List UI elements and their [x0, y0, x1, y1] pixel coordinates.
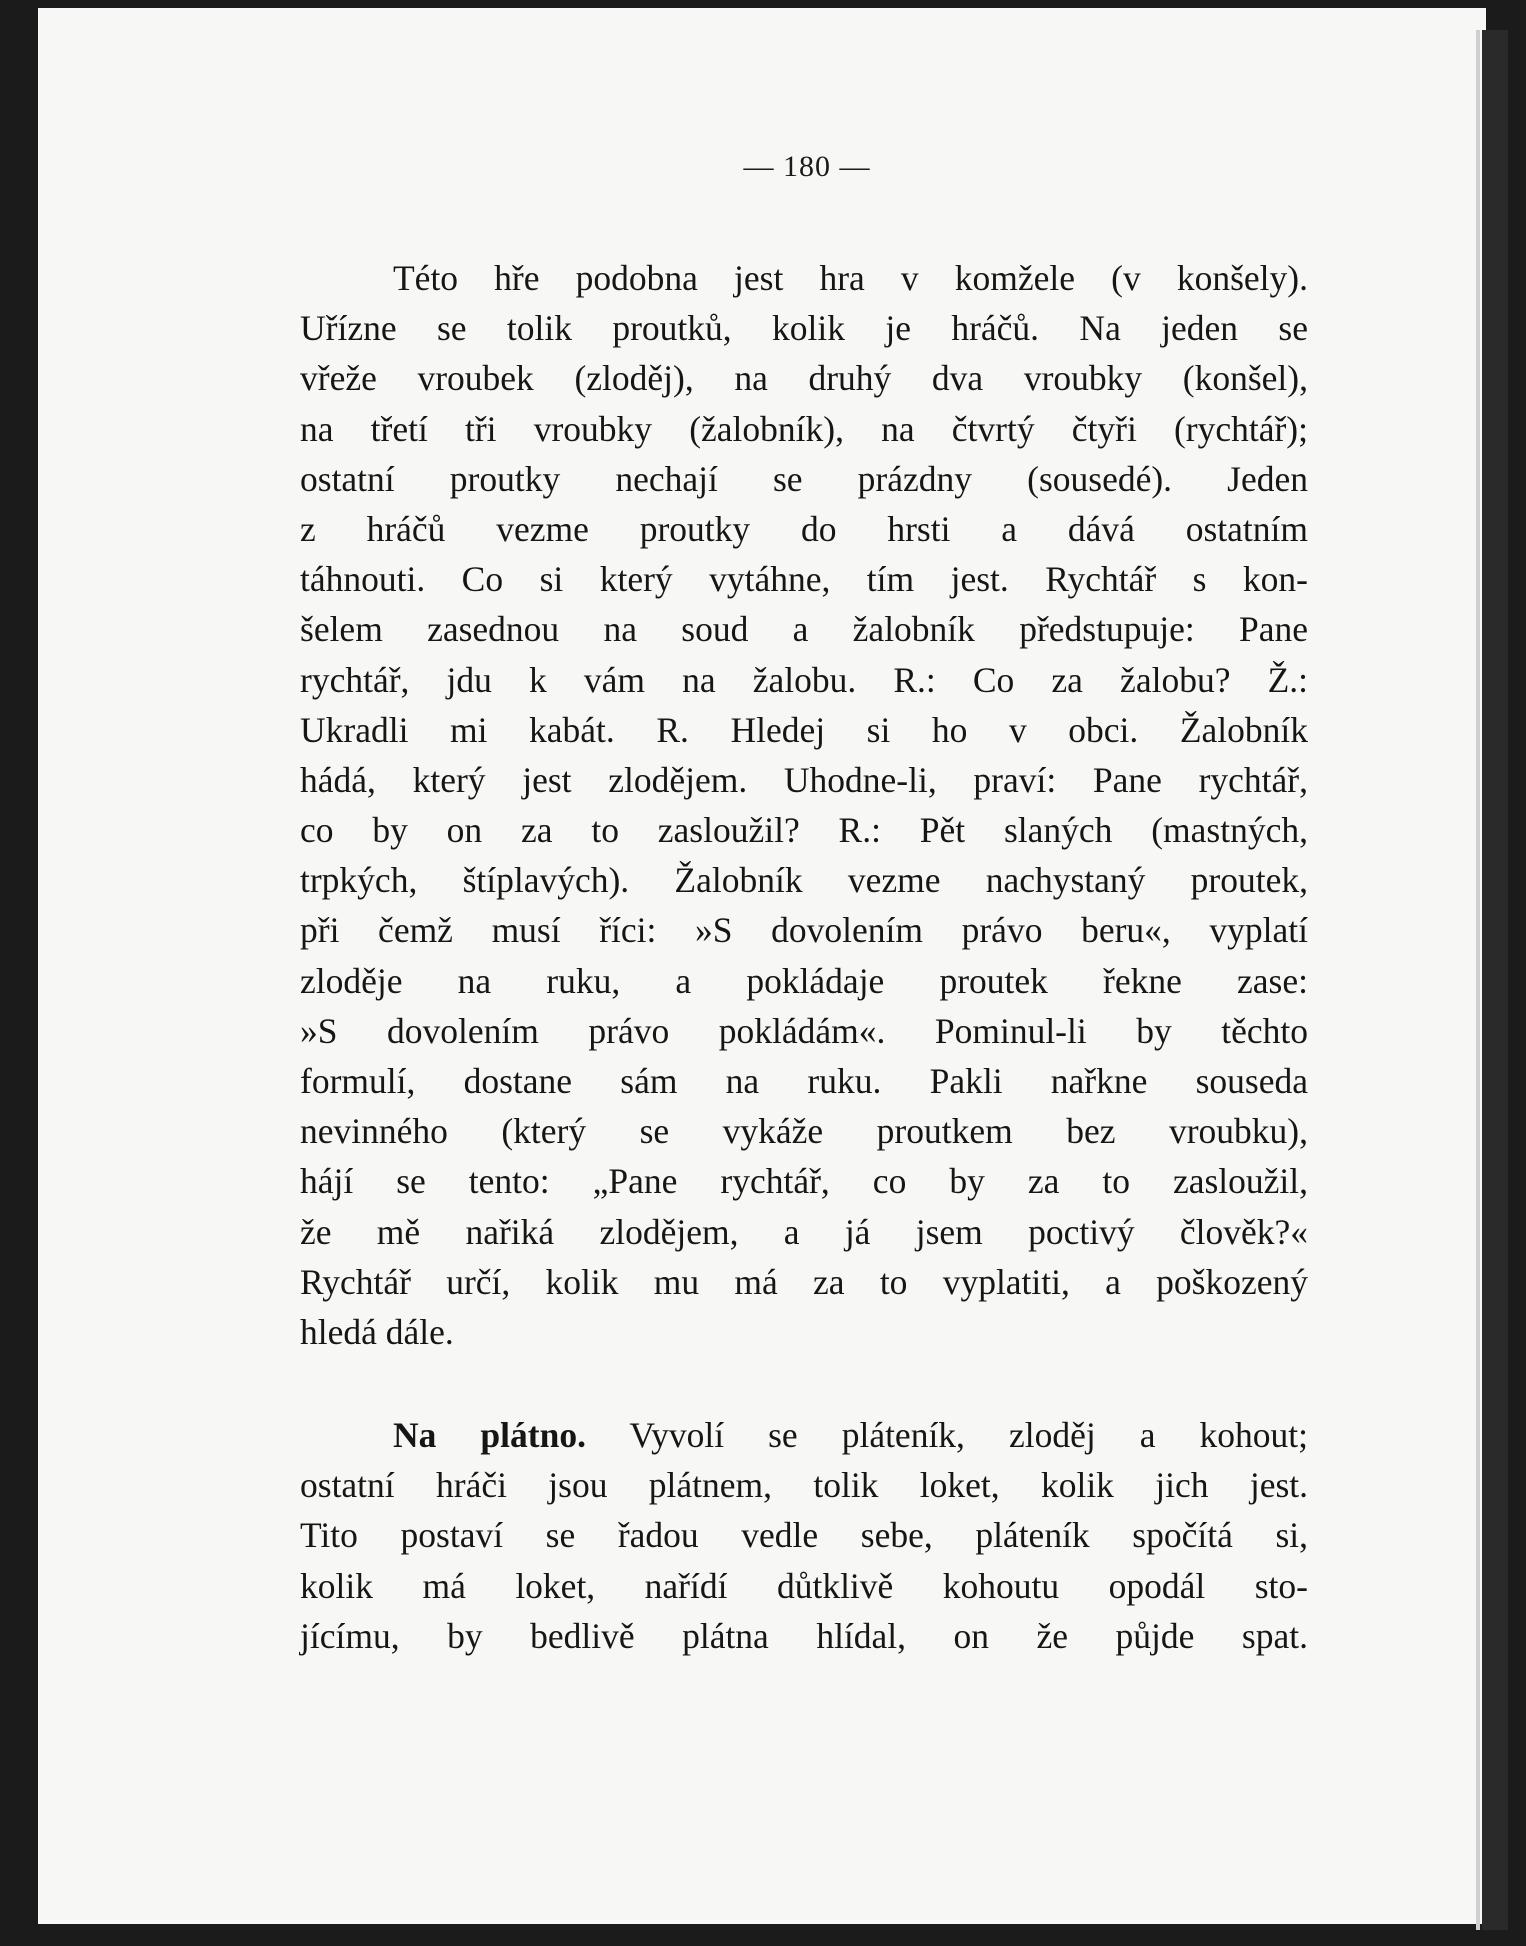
text-line: hájí se tento: „Pane rychtář, co by za to zasloužil, [300, 1161, 1308, 1202]
text-line: Tito postaví se řadou vedle sebe, pláteník spočítá si, [300, 1515, 1308, 1556]
text-line: hádá, který jest zlodějem. Uhodne-li, praví: Pane rychtář, [300, 759, 1308, 800]
text-line: ostatní hráči jsou plátnem, tolik loket, kolik jich jest. [300, 1465, 1308, 1506]
text-line: při čemž musí říci: »S dovolením právo beru«, vyplatí [300, 910, 1308, 951]
paragraph-na-platno [300, 1410, 1308, 1661]
text-line: šelem zasednou na soud a žalobník předstupuje: Pane [300, 609, 1308, 650]
text-line: rychtář, jdu k vám na žalobu. R.: Co za žalobu? Ž.: [300, 659, 1308, 700]
text-line: nevinného (který se vykáže proutkem bez vroubku), [300, 1111, 1308, 1152]
text-line: vřeže vroubek (zloděj), na druhý dva vroubky (konšel), [300, 358, 1308, 399]
scan-border [1482, 30, 1508, 1930]
text-line-first [300, 1410, 1308, 1460]
text-line: Uřízne se tolik proutků, kolik je hráčů. Na jeden se [300, 308, 1308, 349]
text-line: na třetí tři vroubky (žalobník), na čtvrtý čtyři (rychtář); [300, 408, 1308, 449]
text-line: jícímu, by bedlivě plátna hlídal, on že půjde spat. [300, 1615, 1308, 1656]
text-line: Rychtář určí, kolik mu má za to vyplatiti, a poškozený [300, 1261, 1308, 1302]
text-line: formulí, dostane sám na ruku. Pakli nařkne souseda [300, 1061, 1308, 1101]
text-line: Ukradli mi kabát. R. Hledej si ho v obci. Žalobník [300, 709, 1308, 750]
text-line: Této hře podobna jest hra v komžele (v konšely). [393, 258, 1308, 298]
text-line: hledá dále. [300, 1311, 454, 1352]
text-run: Vyvolí se pláteník, zloděj a kohout; [585, 1415, 1309, 1455]
text-line: trpkých, štíplavých). Žalobník vezme nachystaný proutek, [300, 860, 1308, 901]
paragraph-komzele [300, 253, 1308, 1357]
text-line: z hráčů vezme proutky do hrsti a dává ostatním [300, 508, 1308, 549]
page-number: — 180 — [743, 150, 871, 183]
text-line: ostatní proutky nechají se prázdny (sousedé). Jeden [300, 458, 1308, 499]
text-line: zloděje na ruku, a pokládaje proutek řekne zase: [300, 960, 1308, 1001]
text-line: táhnouti. Co si který vytáhne, tím jest. Rychtář s kon- [300, 559, 1308, 600]
text-line: co by on za to zasloužil? R.: Pět slaných (mastných, [300, 810, 1308, 851]
text-line: kolik má loket, nařídí důtklivě kohoutu opodál sto- [300, 1565, 1308, 1606]
page-edge [1476, 30, 1480, 1930]
section-heading: Na plátno. [393, 1415, 586, 1455]
text-line: »S dovolením právo pokládám«. Pominul-li by těchto [300, 1010, 1308, 1051]
text-line: že mě nařiká zlodějem, a já jsem poctivý člověk?« [300, 1211, 1308, 1252]
